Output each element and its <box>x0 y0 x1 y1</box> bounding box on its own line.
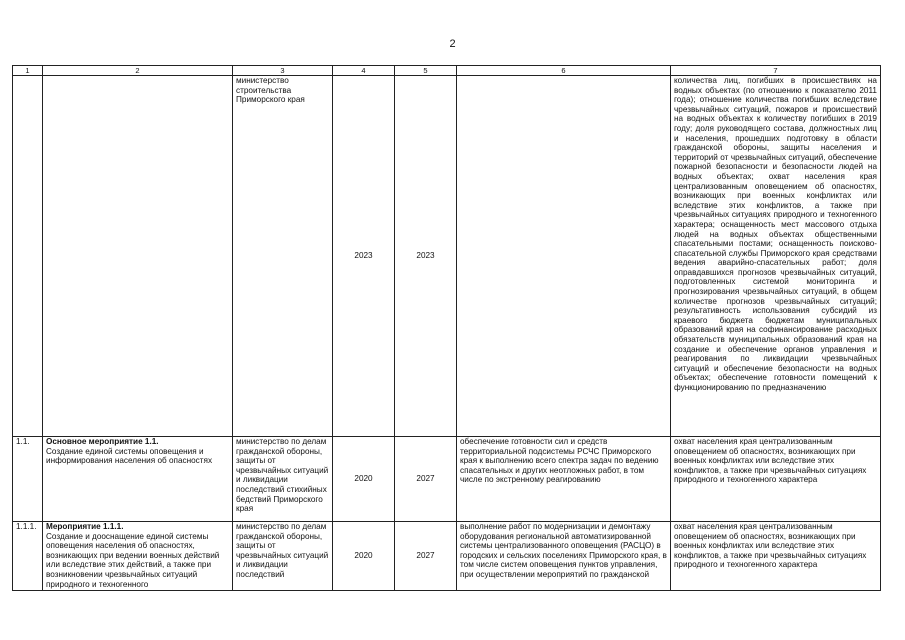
column-header: 3 <box>233 66 333 76</box>
activity-name <box>43 76 233 437</box>
result-cell: обеспечение готовности сил и средств территориальной подсистемы РСЧС Приморского края к выполнению всего спектра задач по ведению спасательных и других неотложных работ, в том числе по экстренному реагированию <box>457 437 671 522</box>
column-header: 6 <box>457 66 671 76</box>
row-number: 1.1.1. <box>13 522 43 591</box>
result-cell <box>457 76 671 437</box>
column-header: 1 <box>13 66 43 76</box>
column-header: 4 <box>333 66 395 76</box>
column-header: 2 <box>43 66 233 76</box>
executor-cell: министерство по делам гражданской обороны, защиты от чрезвычайных ситуаций и ликвидации последствий стихийных бедствий Приморского края <box>233 437 333 522</box>
start-year: 2020 <box>333 437 395 522</box>
row-number <box>13 76 43 437</box>
activity-name <box>43 437 233 522</box>
activities-table <box>12 65 881 591</box>
page-number: 2 <box>449 38 456 50</box>
row-number: 1.1. <box>13 437 43 522</box>
start-year: 2020 <box>333 522 395 591</box>
table-row <box>13 522 881 591</box>
activity-description: Создание и дооснащение единой системы оповещения населения об опасностях, возникающих при ведении военных действий или вследствие этих действий, а также при возникновении чрезвычайных ситуаций природного и техногенного <box>46 531 220 589</box>
start-year: 2023 <box>333 76 395 437</box>
end-year: 2027 <box>395 437 457 522</box>
indicators-cell: количества лиц, погибших в происшествиях на водных объектах (по отношению к показателю 2011 года); отношение количества погибших вследствие чрезвычайных ситуаций, пожаров и происшествий на водных объектах к количеству погибших в 2019 году; доля руководящего состава, должностных лиц и населения, прошедших подготовку в области гражданской обороны, защиты населения и территорий от чрезвычайных ситуаций, обеспечение пожарной безопасности и безопасности людей на водных объектах; охват населения края централизованным оповещением об опасностях, возникающих при военных конфликтах или вследствие этих конфликтов, а также при чрезвычайных ситуациях природного и техногенного характера; оснащенность мест массового отдыха людей на водных объектах общественными спасательными постами; оснащенность поисково-спасательной службы Приморского края средствами ведения аварийно-спасательных работ; доля оправдавшихся прогнозов чрезвычайных ситуаций, подготовленных системой мониторинга и прогнозирования чрезвычайных ситуаций, в общем количестве прогнозов чрезвычайных ситуаций; результативность использования субсидий из краевого бюджета бюджетам муниципальных образований края на софинансирование расходных обязательств муниципальных образований края на создание и обеспечение органов управления и реагирования по ликвидации чрезвычайных ситуаций и обеспечение безопасности на водных объектах; обеспечение готовности помещений к функционированию по предназначению <box>671 76 881 437</box>
executor-cell: министерство строительства Приморского края <box>233 76 333 437</box>
end-year: 2023 <box>395 76 457 437</box>
indicators-cell: охват населения края централизованным оповещением об опасностях, возникающих при военных конфликтах или вследствие этих конфликтов, а также при чрезвычайных ситуациях природного и техногенного характера <box>671 437 881 522</box>
table-row <box>13 76 881 437</box>
result-cell: выполнение работ по модернизации и демонтажу оборудования региональной автоматизированной системы централизованного оповещения (РАСЦО) в городских и сельских поселениях Приморского края, в том числе систем оповещения пунктов управления, при осуществлении мероприятий по гражданской <box>457 522 671 591</box>
activity-title: Мероприятие 1.1.1. <box>46 522 124 531</box>
executor-cell: министерство по делам гражданской обороны, защиты от чрезвычайных ситуаций и ликвидации последствий <box>233 522 333 591</box>
activity-description: Создание единой системы оповещения и информирования населения об опасностях <box>46 446 213 466</box>
table-header-row <box>13 66 881 76</box>
activity-name <box>43 522 233 591</box>
activity-title: Основное мероприятие 1.1. <box>46 437 159 446</box>
table-row <box>13 437 881 522</box>
end-year: 2027 <box>395 522 457 591</box>
indicators-cell: охват населения края централизованным оповещением об опасностях, возникающих при военных конфликтах или вследствие этих конфликтов, а также при чрезвычайных ситуациях природного и техногенного характера <box>671 522 881 591</box>
column-header: 5 <box>395 66 457 76</box>
column-header: 7 <box>671 66 881 76</box>
